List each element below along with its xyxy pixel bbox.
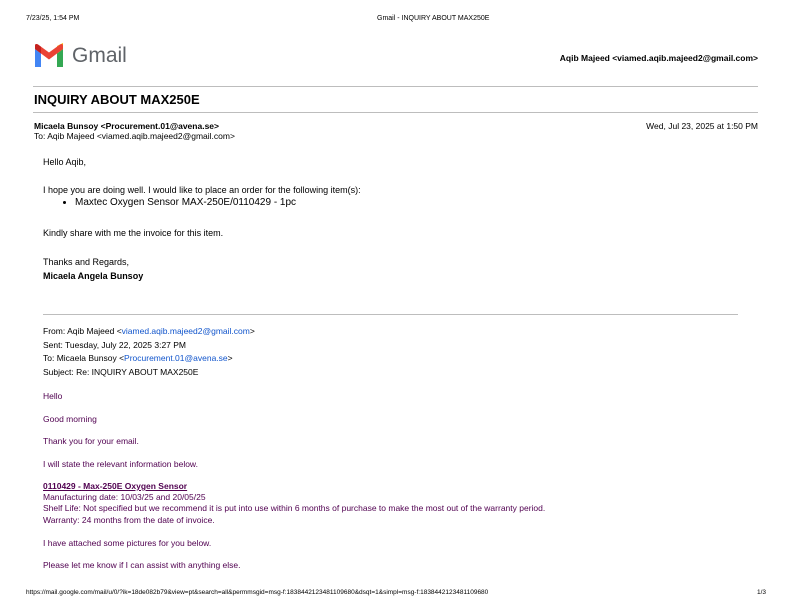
quote-divider — [43, 314, 738, 315]
message-date: Wed, Jul 23, 2025 at 1:50 PM — [646, 121, 758, 131]
intro-text: I hope you are doing well. I would like to place an order for the following item(s): — [43, 185, 361, 195]
product-link[interactable]: 0110429 - Max-250E Oxygen Sensor — [43, 481, 188, 491]
print-title: Gmail - INQUIRY ABOUT MAX250E — [377, 15, 490, 22]
closing: Thanks and Regards, — [43, 257, 130, 267]
invoice-request: Kindly share with me the invoice for this item. — [43, 228, 224, 238]
assist-note: Please let me know if I can assist with anything else. — [43, 560, 241, 570]
email-subject: INQUIRY ABOUT MAX250E — [34, 92, 200, 107]
quoted-from-email-link[interactable]: viamed.aqib.majeed2@gmail.com — [121, 326, 250, 336]
quoted-to-close: > — [227, 353, 233, 363]
warranty: Warranty: 24 months from the date of invoice. — [43, 515, 215, 525]
header-divider — [33, 86, 758, 87]
page-number: 1/3 — [756, 589, 766, 596]
quoted-good-morning: Good morning — [43, 414, 97, 424]
list-item: • Maxtec Oxygen Sensor MAX-250E/0110429 - 1pc — [75, 197, 296, 208]
quoted-hello: Hello — [43, 391, 63, 401]
quoted-sent: Sent: Tuesday, July 22, 2025 3:27 PM — [43, 340, 187, 350]
quoted-to-label: To: Micaela Bunsoy < — [43, 353, 125, 363]
print-datetime: 7/23/25, 1:54 PM — [26, 15, 80, 22]
gmail-wordmark: Gmail — [72, 44, 127, 67]
quoted-from-label: From: Aqib Majeed < — [43, 326, 122, 336]
subject-divider — [33, 112, 758, 113]
quoted-to — [43, 353, 233, 363]
recipient: To: Aqib Majeed <viamed.aqib.majeed2@gmail.com> — [34, 131, 235, 141]
account-label: Aqib Majeed <viamed.aqib.majeed2@gmail.com> — [559, 53, 758, 63]
greeting: Hello Aqib, — [43, 157, 87, 167]
footer-url: https://mail.google.com/mail/u/0/?ik=18de082b79&view=pt&search=all&permmsgid=msg-f:1838442123481109680&dsqt=1&simpl=msg-f:1838442123481109680 — [26, 589, 489, 596]
quoted-subject: Subject: Re: INQUIRY ABOUT MAX250E — [43, 367, 199, 377]
manufacturing-date: Manufacturing date: 10/03/25 and 20/05/25 — [43, 492, 206, 502]
item-list — [61, 197, 296, 208]
signature: Micaela Angela Bunsoy — [43, 271, 144, 281]
sender: Micaela Bunsoy <Procurement.01@avena.se> — [34, 121, 219, 131]
quoted-thanks: Thank you for your email. — [43, 436, 139, 446]
attached-note: I have attached some pictures for you below. — [43, 538, 212, 548]
shelf-life: Shelf Life: Not specified but we recommend it is put into use within 6 months of purchase to make the most out of the warranty period. — [43, 503, 546, 513]
gmail-logo-icon — [33, 43, 65, 68]
quoted-to-email-link[interactable]: Procurement.01@avena.se — [124, 353, 228, 363]
quoted-state-info: I will state the relevant information below. — [43, 459, 198, 469]
quoted-from — [43, 326, 255, 336]
quoted-from-close: > — [249, 326, 255, 336]
